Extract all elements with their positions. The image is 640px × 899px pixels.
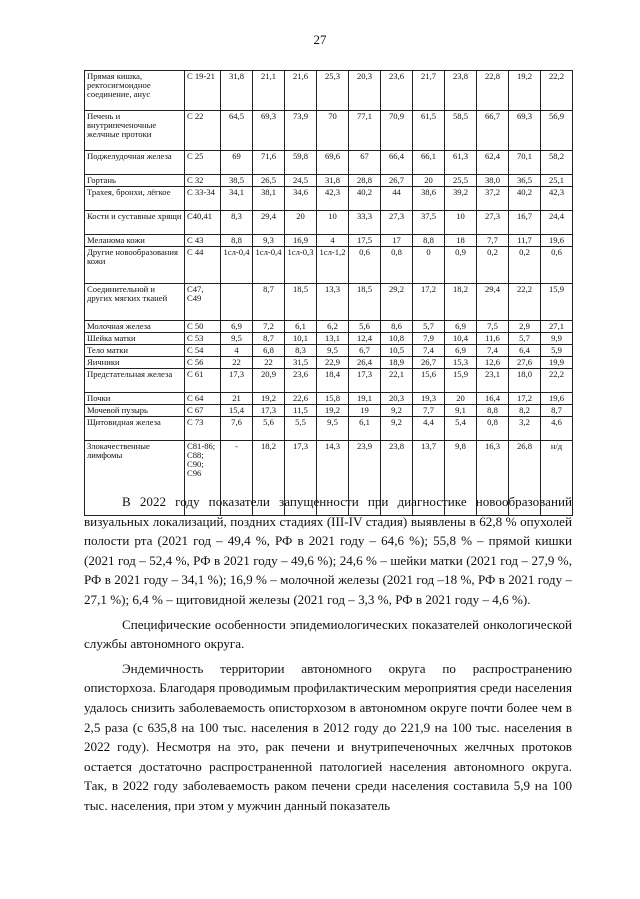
value-cell: 17	[381, 235, 413, 247]
value-cell: 25,5	[445, 175, 477, 187]
row-name-cell: Прямая кишка, ректосигмоидное соединение, анус	[85, 71, 185, 111]
value-cell: 34,6	[285, 187, 317, 211]
value-cell: 10,4	[445, 333, 477, 345]
row-name-cell: Печень и внутрипеченочные желчные протоки	[85, 111, 185, 151]
value-cell: 20,3	[381, 393, 413, 405]
value-cell: 4,6	[541, 417, 573, 441]
value-cell: 19,2	[509, 71, 541, 111]
value-cell: 8,8	[413, 235, 445, 247]
value-cell: 10,5	[381, 345, 413, 357]
value-cell: 33,3	[349, 211, 381, 235]
value-cell: 31,5	[285, 357, 317, 369]
value-cell: 5,7	[413, 321, 445, 333]
value-cell: 59,8	[285, 151, 317, 175]
value-cell: 38,5	[221, 175, 253, 187]
value-cell: 10	[317, 211, 349, 235]
value-cell: 28,8	[349, 175, 381, 187]
row-code-cell: С 67	[185, 405, 221, 417]
value-cell: 77,1	[349, 111, 381, 151]
row-name-cell: Почки	[85, 393, 185, 405]
value-cell: 39,2	[445, 187, 477, 211]
value-cell: 1сл-0,4	[221, 247, 253, 284]
value-cell: 7,7	[477, 235, 509, 247]
value-cell: 18,2	[445, 284, 477, 321]
value-cell: 31,8	[317, 175, 349, 187]
row-code-cell: С 33-34	[185, 187, 221, 211]
value-cell: 13,1	[317, 333, 349, 345]
value-cell: 27,6	[509, 357, 541, 369]
value-cell: 9,2	[381, 417, 413, 441]
value-cell: 20	[285, 211, 317, 235]
value-cell: 27,1	[541, 321, 573, 333]
value-cell: 56,9	[541, 111, 573, 151]
value-cell: 16,4	[477, 393, 509, 405]
row-code-cell: С 73	[185, 417, 221, 441]
value-cell: 22	[253, 357, 285, 369]
value-cell: 0,9	[445, 247, 477, 284]
value-cell: 25,1	[541, 175, 573, 187]
value-cell: 34,1	[221, 187, 253, 211]
row-name-cell: Кости и суставные хрящи	[85, 211, 185, 235]
value-cell: 5,6	[253, 417, 285, 441]
value-cell: 7,4	[413, 345, 445, 357]
value-cell: 42,3	[541, 187, 573, 211]
value-cell: 19	[349, 405, 381, 417]
row-code-cell: С 54	[185, 345, 221, 357]
value-cell: 19,2	[253, 393, 285, 405]
value-cell: 22,2	[541, 369, 573, 393]
value-cell: 10,1	[285, 333, 317, 345]
table-row	[85, 235, 573, 247]
row-name-cell: Мочевой пузырь	[85, 405, 185, 417]
value-cell: 1сл-1,2	[317, 247, 349, 284]
value-cell: 64,5	[221, 111, 253, 151]
row-code-cell: С 64	[185, 393, 221, 405]
row-code-cell: С81-86; С88; С90; С96	[185, 441, 221, 516]
value-cell: 8,3	[285, 345, 317, 357]
value-cell: 6,9	[445, 321, 477, 333]
value-cell: 6,2	[317, 321, 349, 333]
value-cell: 24,4	[541, 211, 573, 235]
table-row	[85, 357, 573, 369]
value-cell: 66,7	[477, 111, 509, 151]
row-code-cell: С40,41	[185, 211, 221, 235]
table-row	[85, 393, 573, 405]
value-cell: 17,2	[509, 393, 541, 405]
value-cell: 36,5	[509, 175, 541, 187]
table-row	[85, 175, 573, 187]
table-row	[85, 71, 573, 111]
table-row	[85, 284, 573, 321]
value-cell: 16,9	[285, 235, 317, 247]
value-cell: 6,1	[349, 417, 381, 441]
table-row	[85, 151, 573, 175]
value-cell: 8,7	[253, 284, 285, 321]
value-cell: 58,2	[541, 151, 573, 175]
value-cell: 62,4	[477, 151, 509, 175]
table-row	[85, 417, 573, 441]
row-name-cell: Шейка матки	[85, 333, 185, 345]
value-cell: 5,5	[285, 417, 317, 441]
value-cell: 21	[221, 393, 253, 405]
value-cell: 23,6	[285, 369, 317, 393]
value-cell: 1сл-0,4	[253, 247, 285, 284]
value-cell: 22,2	[509, 284, 541, 321]
row-code-cell: С 53	[185, 333, 221, 345]
value-cell: 11,5	[285, 405, 317, 417]
value-cell: 19,3	[413, 393, 445, 405]
value-cell: 6,8	[253, 345, 285, 357]
row-name-cell: Злокачественные лимфомы	[85, 441, 185, 516]
value-cell: 44	[381, 187, 413, 211]
value-cell: 9,9	[541, 333, 573, 345]
value-cell: 7,6	[221, 417, 253, 441]
row-name-cell: Яичники	[85, 357, 185, 369]
value-cell: 21,1	[253, 71, 285, 111]
value-cell: 42,3	[317, 187, 349, 211]
value-cell: 21,7	[413, 71, 445, 111]
table-row	[85, 187, 573, 211]
value-cell: 29,2	[381, 284, 413, 321]
value-cell: 12,6	[477, 357, 509, 369]
value-cell: 4	[317, 235, 349, 247]
value-cell: 17,2	[413, 284, 445, 321]
value-cell: 13,7	[413, 441, 445, 516]
value-cell: 22,6	[285, 393, 317, 405]
value-cell: 69,6	[317, 151, 349, 175]
value-cell: 14,3	[317, 441, 349, 516]
value-cell: 5,6	[349, 321, 381, 333]
value-cell: 10	[445, 211, 477, 235]
value-cell: 40,2	[509, 187, 541, 211]
value-cell: 69,3	[509, 111, 541, 151]
value-cell: 17,5	[349, 235, 381, 247]
value-cell: 18,0	[509, 369, 541, 393]
page-number: 27	[313, 32, 327, 47]
value-cell: 26,7	[381, 175, 413, 187]
value-cell: 6,9	[221, 321, 253, 333]
value-cell: 0,2	[477, 247, 509, 284]
value-cell: 2,9	[509, 321, 541, 333]
value-cell: 26,8	[509, 441, 541, 516]
value-cell: 1сл-0,3	[285, 247, 317, 284]
value-cell: 9,5	[221, 333, 253, 345]
value-cell: 15,9	[541, 284, 573, 321]
value-cell: 19,6	[541, 393, 573, 405]
value-cell: 9,8	[445, 441, 477, 516]
value-cell: 21,6	[285, 71, 317, 111]
value-cell: 31,8	[221, 71, 253, 111]
paragraph-late-stage: В 2022 году показатели запущенности при диагностике новообразований визуальных локализаций, поздних стадиях (III-IV стадия) выявлены в 62,8 % опухолей полости рта (2021 год – 49,4 %, РФ в 2021 году – 64,6 %); 55,8 % – прямой кишки (2021 год – 52,4 %, РФ в 2021 году – 49,6 %); 24,6 % – шейки матки (2021 год – 27,9 %, РФ в 2021 году – 34,1 %); 16,9 % – молочной железы (2021 год –18 %, РФ в 2021 году – 27,1 %); 6,4 % – щитовидной железы (2021 год – 3,3 %, РФ в 2021 году – 4,6 %).	[84, 494, 572, 607]
value-cell: 27,3	[381, 211, 413, 235]
value-cell: 29,4	[477, 284, 509, 321]
row-code-cell: С 22	[185, 111, 221, 151]
value-cell: 20,9	[253, 369, 285, 393]
value-cell: 26,7	[413, 357, 445, 369]
value-cell: 8,6	[381, 321, 413, 333]
row-name-cell: Другие новообразования кожи	[85, 247, 185, 284]
value-cell: 58,5	[445, 111, 477, 151]
value-cell: 8,8	[221, 235, 253, 247]
value-cell: 7,2	[253, 321, 285, 333]
value-cell: 7,7	[413, 405, 445, 417]
row-code-cell: С 61	[185, 369, 221, 393]
value-cell: 8,2	[509, 405, 541, 417]
value-cell: 16,3	[477, 441, 509, 516]
row-name-cell: Молочная железа	[85, 321, 185, 333]
value-cell: 13,3	[317, 284, 349, 321]
value-cell: 19,2	[317, 405, 349, 417]
value-cell: 17,3	[221, 369, 253, 393]
statistics-table	[84, 70, 573, 516]
row-name-cell: Тело матки	[85, 345, 185, 357]
value-cell: 18	[445, 235, 477, 247]
value-cell: 24,5	[285, 175, 317, 187]
value-cell: 18,5	[285, 284, 317, 321]
value-cell: 9,5	[317, 417, 349, 441]
value-cell: 7,9	[413, 333, 445, 345]
row-name-cell: Щитовидная железа	[85, 417, 185, 441]
value-cell: 22,1	[381, 369, 413, 393]
value-cell: 38,1	[253, 187, 285, 211]
value-cell: 7,4	[477, 345, 509, 357]
value-cell: 15,4	[221, 405, 253, 417]
value-cell: 22	[221, 357, 253, 369]
value-cell: 73,9	[285, 111, 317, 151]
table-row	[85, 211, 573, 235]
paragraph-specific-features: Специфические особенности эпидемиологических показателей онкологической службы автономного округа.	[84, 616, 572, 652]
table-row	[85, 333, 573, 345]
value-cell: 20,3	[349, 71, 381, 111]
value-cell: 0,2	[509, 247, 541, 284]
value-cell: 67	[349, 151, 381, 175]
value-cell: 37,5	[413, 211, 445, 235]
value-cell: 11,6	[477, 333, 509, 345]
value-cell: 0,8	[477, 417, 509, 441]
row-code-cell: С 32	[185, 175, 221, 187]
value-cell: 3,2	[509, 417, 541, 441]
value-cell: 70	[317, 111, 349, 151]
value-cell: 29,4	[253, 211, 285, 235]
row-code-cell: С 19-21	[185, 71, 221, 111]
row-code-cell: С 56	[185, 357, 221, 369]
row-code-cell: С 25	[185, 151, 221, 175]
paragraph-endemicity: Эндемичность территории автономного округа по распространению описторхоза. Благодаря проводимым профилактическим мероприятия среди населения удалось снизить заболеваемость описторхозом в автономном округе почти более чем в 2,5 раза (с 635,8 на 100 тыс. населения в 2012 году до 221,9 на 100 тыс. населения в 2022 году). Несмотря на это, рак печени и внутрипеченочных желчных протоков остается достаточно распространенной патологией населения автономного округа. Так, в 2022 году заболеваемость раком печени среди населения составила 5,9 на 100 тыс. населения, при этом у мужчин данный показатель	[84, 660, 572, 813]
value-cell: 23,8	[445, 71, 477, 111]
table-row	[85, 321, 573, 333]
table-row	[85, 369, 573, 393]
row-name-cell: Предстательная железа	[85, 369, 185, 393]
row-code-cell: С 43	[185, 235, 221, 247]
value-cell: 0	[413, 247, 445, 284]
value-cell: 22,9	[317, 357, 349, 369]
value-cell: 8,7	[541, 405, 573, 417]
value-cell: 16,7	[509, 211, 541, 235]
value-cell: 70,9	[381, 111, 413, 151]
value-cell: 18,9	[381, 357, 413, 369]
value-cell: 0,8	[381, 247, 413, 284]
value-cell: 26,4	[349, 357, 381, 369]
value-cell: 26,5	[253, 175, 285, 187]
value-cell: 40,2	[349, 187, 381, 211]
value-cell: 71,6	[253, 151, 285, 175]
row-name-cell: Меланома кожи	[85, 235, 185, 247]
value-cell: 6,7	[349, 345, 381, 357]
value-cell: 69,3	[253, 111, 285, 151]
value-cell: 19,6	[541, 235, 573, 247]
value-cell: 9,5	[317, 345, 349, 357]
value-cell: 19,9	[541, 357, 573, 369]
value-cell: 7,5	[477, 321, 509, 333]
table-row	[85, 111, 573, 151]
value-cell: 18,5	[349, 284, 381, 321]
value-cell: 23,9	[349, 441, 381, 516]
value-cell: 0,6	[349, 247, 381, 284]
value-cell: 38,0	[477, 175, 509, 187]
row-name-cell: Поджелудочная железа	[85, 151, 185, 175]
value-cell: 15,8	[317, 393, 349, 405]
row-code-cell: С47, С49	[185, 284, 221, 321]
value-cell: 66,1	[413, 151, 445, 175]
row-name-cell: Трахея, бронхи, лёгкое	[85, 187, 185, 211]
table-row	[85, 405, 573, 417]
value-cell: 70,1	[509, 151, 541, 175]
value-cell: 61,5	[413, 111, 445, 151]
value-cell: н/д	[541, 441, 573, 516]
value-cell: 12,4	[349, 333, 381, 345]
value-cell: 25,3	[317, 71, 349, 111]
body-text	[84, 492, 572, 816]
value-cell: 9,2	[381, 405, 413, 417]
value-cell: 22,2	[541, 71, 573, 111]
value-cell: 5,4	[445, 417, 477, 441]
value-cell: 20	[413, 175, 445, 187]
value-cell: 15,6	[413, 369, 445, 393]
value-cell: 66,4	[381, 151, 413, 175]
row-code-cell: С 44	[185, 247, 221, 284]
value-cell: 23,8	[381, 441, 413, 516]
value-cell: 69	[221, 151, 253, 175]
value-cell: 8,8	[477, 405, 509, 417]
value-cell: 8,3	[221, 211, 253, 235]
value-cell: 17,3	[349, 369, 381, 393]
value-cell: 18,2	[253, 441, 285, 516]
value-cell: 38,6	[413, 187, 445, 211]
row-code-cell: С 50	[185, 321, 221, 333]
value-cell: 9,3	[253, 235, 285, 247]
value-cell: 0,6	[541, 247, 573, 284]
value-cell: 11,7	[509, 235, 541, 247]
value-cell: 10,8	[381, 333, 413, 345]
value-cell: 8,7	[253, 333, 285, 345]
value-cell: 18,4	[317, 369, 349, 393]
value-cell: 20	[445, 393, 477, 405]
value-cell: 19,1	[349, 393, 381, 405]
value-cell: 22,8	[477, 71, 509, 111]
value-cell: 15,9	[445, 369, 477, 393]
value-cell: 6,4	[509, 345, 541, 357]
value-cell: 15,3	[445, 357, 477, 369]
value-cell: 4	[221, 345, 253, 357]
value-cell: 17,3	[253, 405, 285, 417]
table-row	[85, 345, 573, 357]
value-cell: 4,4	[413, 417, 445, 441]
table-row	[85, 247, 573, 284]
value-cell: 5,9	[541, 345, 573, 357]
row-name-cell: Соединительной и других мягких тканей	[85, 284, 185, 321]
value-cell: 23,6	[381, 71, 413, 111]
value-cell: 23,1	[477, 369, 509, 393]
value-cell: 9,1	[445, 405, 477, 417]
value-cell: -	[221, 441, 253, 516]
row-name-cell: Гортань	[85, 175, 185, 187]
value-cell: 17,3	[285, 441, 317, 516]
value-cell: 27,3	[477, 211, 509, 235]
value-cell: 6,1	[285, 321, 317, 333]
value-cell: 6,9	[445, 345, 477, 357]
value-cell: 5,7	[509, 333, 541, 345]
value-cell	[221, 284, 253, 321]
value-cell: 61,3	[445, 151, 477, 175]
value-cell: 37,2	[477, 187, 509, 211]
